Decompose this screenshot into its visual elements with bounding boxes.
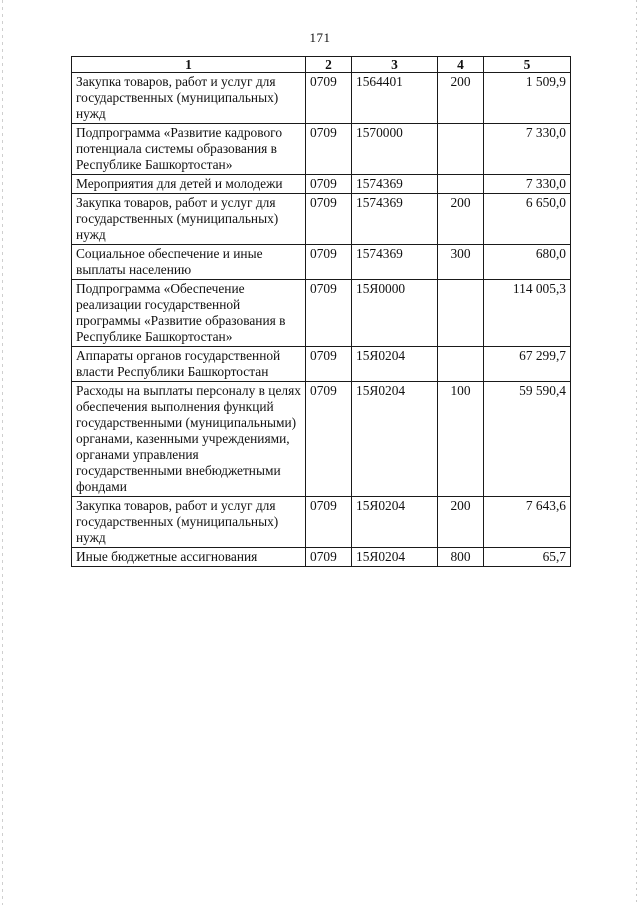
cell-target-code: 15Я0204 <box>352 347 438 382</box>
cell-section: 0709 <box>306 280 352 347</box>
cell-target-code: 1574369 <box>352 245 438 280</box>
cell-name: Закупка товаров, работ и услуг для государственных (муниципальных) нужд <box>72 497 306 548</box>
cell-sum: 7 330,0 <box>484 124 571 175</box>
cell-expense-type <box>438 175 484 194</box>
cell-target-code: 1574369 <box>352 175 438 194</box>
table-body <box>72 73 571 567</box>
cell-section: 0709 <box>306 497 352 548</box>
cell-section: 0709 <box>306 73 352 124</box>
cell-name: Мероприятия для детей и молодежи <box>72 175 306 194</box>
cell-section: 0709 <box>306 245 352 280</box>
cell-expense-type: 300 <box>438 245 484 280</box>
cell-name: Расходы на выплаты персоналу в целях обеспечения выполнения функций государственными (муниципальными) органами, казенными учреждениями, органами управления государственными внебюджетными фондами <box>72 382 306 497</box>
cell-expense-type <box>438 124 484 175</box>
cell-sum: 7 330,0 <box>484 175 571 194</box>
cell-sum: 1 509,9 <box>484 73 571 124</box>
cell-expense-type <box>438 280 484 347</box>
budget-table <box>71 56 571 567</box>
scan-edge-right <box>636 0 637 905</box>
header-row <box>72 57 571 73</box>
table-row <box>72 124 571 175</box>
cell-target-code: 1570000 <box>352 124 438 175</box>
cell-section: 0709 <box>306 548 352 567</box>
table-row <box>72 497 571 548</box>
cell-expense-type: 200 <box>438 497 484 548</box>
table-row <box>72 280 571 347</box>
cell-name: Аппараты органов государственной власти Республики Башкортостан <box>72 347 306 382</box>
cell-expense-type: 200 <box>438 73 484 124</box>
cell-sum: 65,7 <box>484 548 571 567</box>
table-row <box>72 548 571 567</box>
cell-sum: 680,0 <box>484 245 571 280</box>
cell-name: Закупка товаров, работ и услуг для государственных (муниципальных) нужд <box>72 73 306 124</box>
cell-section: 0709 <box>306 124 352 175</box>
cell-name: Социальное обеспечение и иные выплаты населению <box>72 245 306 280</box>
cell-name: Подпрограмма «Обеспечение реализации государственной программы «Развитие образования в Республике Башкортостан» <box>72 280 306 347</box>
table-row <box>72 73 571 124</box>
cell-sum: 7 643,6 <box>484 497 571 548</box>
cell-section: 0709 <box>306 347 352 382</box>
header-col-5: 5 <box>484 57 571 73</box>
cell-section: 0709 <box>306 175 352 194</box>
cell-target-code: 1564401 <box>352 73 438 124</box>
table-row <box>72 194 571 245</box>
cell-target-code: 15Я0204 <box>352 382 438 497</box>
cell-sum: 67 299,7 <box>484 347 571 382</box>
cell-section: 0709 <box>306 194 352 245</box>
cell-target-code: 15Я0000 <box>352 280 438 347</box>
cell-expense-type <box>438 347 484 382</box>
cell-target-code: 15Я0204 <box>352 548 438 567</box>
header-col-4: 4 <box>438 57 484 73</box>
cell-target-code: 1574369 <box>352 194 438 245</box>
page-number: 171 <box>309 30 331 45</box>
header-col-2: 2 <box>306 57 352 73</box>
cell-sum: 59 590,4 <box>484 382 571 497</box>
cell-expense-type: 100 <box>438 382 484 497</box>
cell-sum: 114 005,3 <box>484 280 571 347</box>
table-header <box>72 57 571 73</box>
cell-target-code: 15Я0204 <box>352 497 438 548</box>
cell-name: Закупка товаров, работ и услуг для государственных (муниципальных) нужд <box>72 194 306 245</box>
header-col-1: 1 <box>72 57 306 73</box>
cell-section: 0709 <box>306 382 352 497</box>
cell-name: Иные бюджетные ассигнования <box>72 548 306 567</box>
table-row <box>72 175 571 194</box>
header-col-3: 3 <box>352 57 438 73</box>
scan-edge-left <box>2 0 3 905</box>
cell-expense-type: 200 <box>438 194 484 245</box>
table-row <box>72 245 571 280</box>
cell-sum: 6 650,0 <box>484 194 571 245</box>
table-row <box>72 347 571 382</box>
cell-expense-type: 800 <box>438 548 484 567</box>
table-row <box>72 382 571 497</box>
cell-name: Подпрограмма «Развитие кадрового потенциала системы образования в Республике Башкортостан» <box>72 124 306 175</box>
